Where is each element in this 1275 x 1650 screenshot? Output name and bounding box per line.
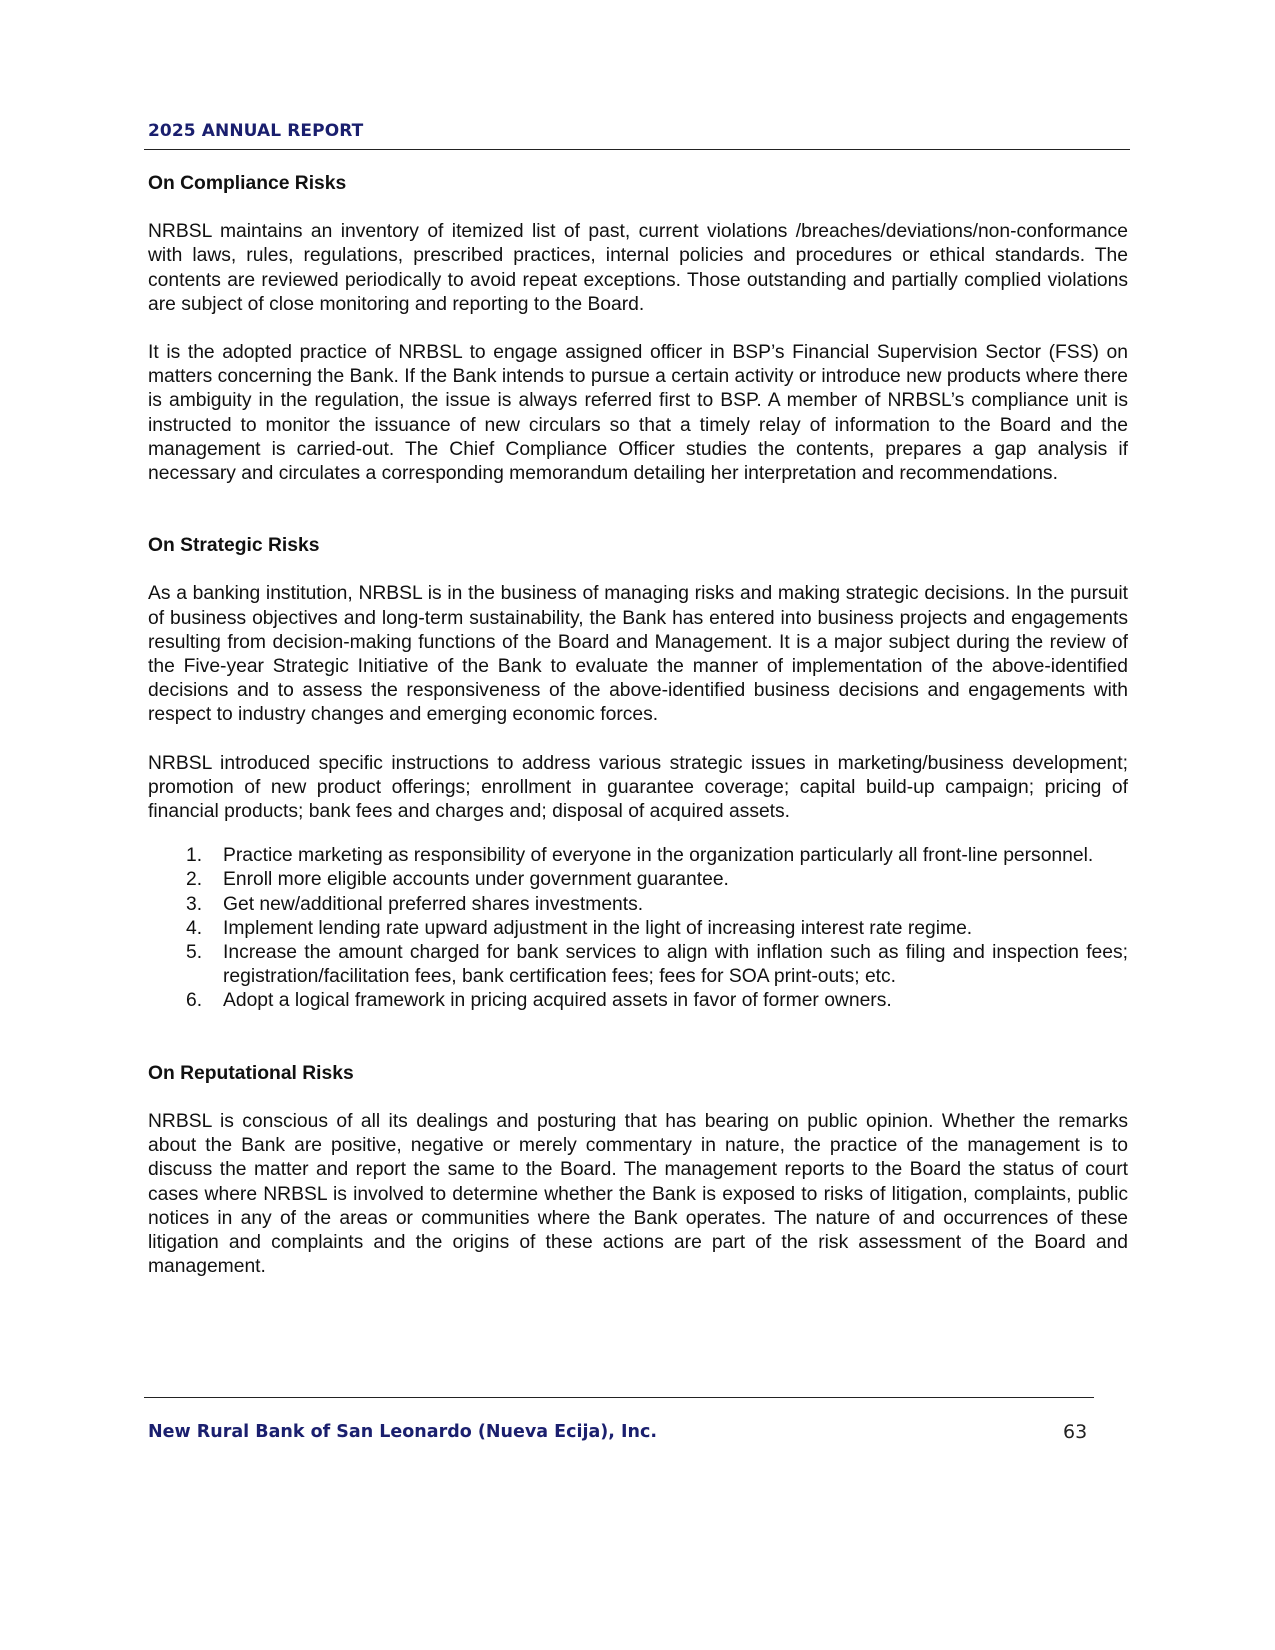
strategic-heading: On Strategic Risks bbox=[148, 535, 320, 557]
footer-bank-name: New Rural Bank of San Leonardo (Nueva Ecija), Inc. bbox=[148, 1422, 657, 1442]
list-item bbox=[148, 989, 1128, 1013]
list-item-text: Implement lending rate upward adjustment in the light of increasing interest rate regime. bbox=[223, 917, 973, 939]
report-title: 2025 ANNUAL REPORT bbox=[148, 121, 364, 141]
list-item-text: Increase the amount charged for bank services to align with inflation such as filing and inspection fees; registration/facilitation fees, bank certification fees; fees for SOA print-outs; etc. bbox=[223, 942, 1128, 988]
list-item bbox=[148, 941, 1128, 989]
list-item-number: 2. bbox=[186, 869, 203, 891]
page-content bbox=[148, 172, 1128, 1279]
header-divider bbox=[144, 149, 1130, 150]
list-item-text: Enroll more eligible accounts under government guarantee. bbox=[223, 869, 729, 891]
compliance-paragraph-1: NRBSL maintains an inventory of itemized list of past, current violations /breaches/deviations/non-conformance with laws, rules, regulations, prescribed practices, internal policies and procedures or ethical standards. The contents are reviewed periodically to avoid repeat exceptions. Those outstanding and partially complied violations are subject of close monitoring and reporting to the Board. bbox=[148, 221, 1128, 315]
compliance-heading: On Compliance Risks bbox=[148, 173, 347, 194]
list-item-number: 6. bbox=[186, 990, 203, 1012]
compliance-paragraph-2: It is the adopted practice of NRBSL to engage assigned officer in BSP’s Financial Supervision Sector (FSS) on matters concerning the Bank. If the Bank intends to pursue a certain activity or introduce new products where there is ambiguity in the regulation, the issue is always referred first to BSP. A member of NRBSL’s compliance unit is instructed to monitor the issuance of new circulars so that a timely relay of information to the Board and the management is carried-out. The Chief Compliance Officer studies the contents, prepares a gap analysis if necessary and circulates a corresponding memorandum detailing her interpretation and recommendations. bbox=[148, 342, 1128, 485]
list-item-number: 1. bbox=[186, 845, 203, 867]
page-number: 63 bbox=[1063, 1421, 1088, 1443]
list-item-number: 5. bbox=[186, 942, 203, 964]
list-item-text: Adopt a logical framework in pricing acquired assets in favor of former owners. bbox=[223, 990, 892, 1012]
list-item-text: Get new/additional preferred shares investments. bbox=[223, 893, 644, 915]
reputational-heading: On Reputational Risks bbox=[148, 1062, 354, 1084]
reputational-paragraph-1: NRBSL is conscious of all its dealings and posturing that has bearing on public opinion. Whether the remarks about the Bank are positive, negative or merely commentary in nature, the practice of the management is to discuss the matter and report the same to the Board. The management reports to the Board the status of court cases where NRBSL is involved to determine whether the Bank is exposed to risks of litigation, complaints, public notices in any of the areas or communities where the Bank operates. The nature of and occurrences of these litigation and complaints and the origins of these actions are part of the risk assessment of the Board and management. bbox=[148, 1110, 1128, 1278]
list-item bbox=[148, 868, 1128, 892]
strategic-paragraph-2: NRBSL introduced specific instructions to address various strategic issues in marketing/business development; promotion of new product offerings; enrollment in guarantee coverage; capital build-up campaign; pricing of financial products; bank fees and charges and; disposal of acquired assets. bbox=[148, 752, 1128, 823]
list-item bbox=[148, 917, 1128, 941]
strategic-instructions-list bbox=[148, 844, 1128, 1013]
list-item-number: 4. bbox=[186, 917, 203, 939]
list-item bbox=[148, 844, 1128, 868]
strategic-paragraph-1: As a banking institution, NRBSL is in the business of managing risks and making strategic decisions. In the pursuit of business objectives and long-term sustainability, the Bank has entered into business projects and engagements resulting from decision-making functions of the Board and Management. It is a major subject during the review of the Five-year Strategic Initiative of the Bank to evaluate the manner of implementation of the above-identified decisions and to assess the responsiveness of the above-identified business decisions and engagements with respect to industry changes and emerging economic forces. bbox=[148, 583, 1128, 726]
list-item-number: 3. bbox=[186, 893, 203, 915]
list-item-text: Practice marketing as responsibility of everyone in the organization particularly all front-line personnel. bbox=[223, 845, 1094, 867]
list-item bbox=[148, 893, 1128, 917]
footer-divider bbox=[144, 1397, 1094, 1398]
